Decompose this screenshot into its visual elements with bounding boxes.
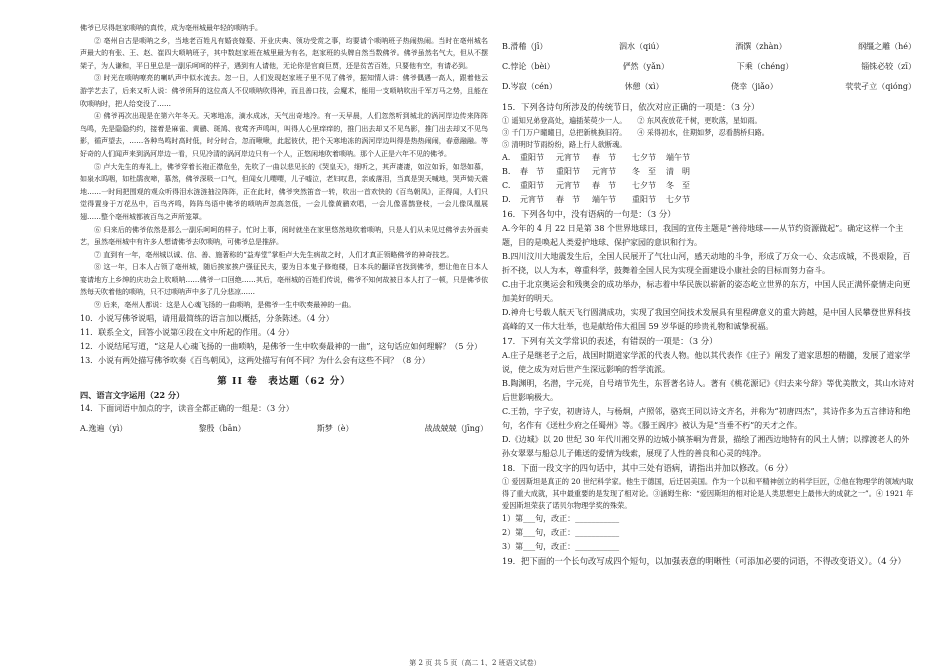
option-word: 纲缰之雕（hé） (858, 42, 916, 51)
story-paragraph: ⑤ 卢大先生的寿礼上，佛爷穿着长袍正襟危坐，先吹了一曲以悲见长的《哭皇天》，细听之，其声凄凄，如泣如诉，如怨如慕，如泉水呜咽，如杜鹃夜啼，慕然，佛爷深吸一口气，但闻女儿嘤嘤，儿子嘘泣，老妇叹息，亲戚落泪，当真是哭天喊地，哭声恸天震地……一时间把围观的观众听得泪水涟涟抽泣阵阵，正在此时，佛爷突然笛音一转，吹出一首欢快的《百鸟朝凤》，正得闻，人们只觉得置身于万花丛中，百鸟齐鸣，阵阵鸟语中佛爷的唢呐声忽高忽低，一会儿像黄鹂欢唱，一会儿像喜鹊登枝，一会儿像凤凰展翅……整个亳州城都被百鸟之声所笼罩。 (80, 162, 488, 221)
question-15: 15．下列各诗句所涉及的传统节日，依次对应正确的一项是：（3 分） (502, 102, 760, 112)
festival-options (502, 151, 916, 207)
grid-cell: 冬 至 (666, 181, 690, 190)
grid-cell: 重阳节 (520, 181, 544, 190)
question-12: 12．小说结尾写道，“这是人心魂飞扬的一曲唢呐，是佛爷一生中吹奏最神的一曲”，这句话应如何理解？（5 分） (80, 341, 482, 351)
story-paragraph: 佛爷已尽得赵家唢呐的真传，成为亳州城最年轻的唢呐手。 (80, 24, 262, 32)
grid-cell: 元宵节 (520, 195, 544, 204)
poem-line: ① 遥知兄弟登高处，遍插茱萸少一人。 ② 东风夜放花千树，更吹落，星如雨。 (502, 116, 762, 125)
option-text: C.由于北京奥运会和残奥会的成功举办，标志着中华民族以崭新的姿态屹立世界的东方，中国人民正满怀豪情走向更加美好的明天。 (502, 280, 911, 303)
grid-cell: 元宵节 (556, 153, 580, 162)
option-c (502, 60, 916, 74)
grid-cell: C. (502, 181, 511, 190)
option-text: D.神舟七号载人航天飞行圆满成功，实现了我国空间技术发展具有里程碑意义的重大跨越，是中国人民攀登世界科技高峰的又一伟大壮举，也是献给伟大祖国 59 岁华诞的珍贵礼物和诚挚祝福。 (502, 308, 911, 331)
story-paragraph: ③ 时光在唢呐嘹亮的喇叭声中似水流去。忽一日，人们发现赵家班子里不见了佛爷，据知情人讲：佛爷偶遇一高人，跟着他云游学艺去了，后来又听人说：佛爷所拜的这位高人不仅唢呐吹得神，而且善口技，会魔术，能用一支唢呐吹出千军万马之势，且能在吹唢呐时，把人给变没了…… (80, 74, 488, 108)
question-16: 16．下列各句中，没有语病的一句是：（3 分） (502, 209, 676, 219)
option-word: 酒馔（zhàn） (735, 42, 787, 51)
question-11: 11．联系全文，回答小说第④段在文中所起的作用。（4 分） (80, 327, 294, 337)
option-text: C.王勃，字子安，初唐诗人，与杨炯，卢照邻，骆宾王同以诗文齐名，并称为“初唐四杰”，其诗作多为五言律诗和绝句，名作有《送杜少府之任蜀州》等。《滕王阁序》被认为是“当垂不朽”的天才之作。 (502, 407, 911, 430)
page-footer: 第 2 页 共 5 页（高二 1、2 班语文试卷） (409, 659, 541, 667)
poem-line: ⑤ 清明时节雨纷纷，路上行人欲断魂。 (502, 140, 627, 149)
option-text: A.今年的 4 月 22 日是第 38 个世界地球日，我国的宣传主题是“善待地球——从节约资源做起”。确定这样一个主题，目的是唤起人类爱护地球、保护家园的意识和行为。 (502, 224, 904, 247)
grid-cell: 七夕节 (632, 153, 656, 162)
grid-cell: D. (502, 195, 511, 204)
grid-cell: 端午节 (666, 153, 690, 162)
answer-blank[interactable]: 3）第___句，改正：___________ (502, 542, 620, 551)
grid-cell: 清 明 (666, 167, 690, 176)
question-18-text: ① 爱因斯坦是真正的 20 世纪科学家。他生于德国，后迁居美国。作为一个以和平精神创立的科学巨匠，②他在物理学的领域内取得了重大成就，其中最重要的是发现了相对论。③涵姆生称：“爱因斯坦的相对论是人类思想史上最伟大的成就之一”。④ 1921 年爱因斯坦荣获了诺贝尔物理学奖的殊荣。 (502, 477, 914, 510)
option-word: 泅水（qiú） (618, 42, 664, 51)
grid-cell: A. (502, 153, 511, 162)
question-17: 17．下列有关文学常识的表述，有错误的一项是：（3 分） (502, 336, 718, 346)
grid-cell: 重阳节 (632, 195, 656, 204)
option-word: 黎殷（bān） (198, 423, 246, 433)
option-word: 战战兢兢（jīng） (424, 423, 488, 433)
option-word: 侥幸（jiǎo） (731, 82, 778, 91)
poem-line: ③ 千门万户曈曈日，总把新桃换旧符。 ④ 采得初水，住期如梦，忍看鹊桥归路。 (502, 128, 769, 137)
grid-cell: 元宵节 (592, 167, 616, 176)
question-10: 10．小说写佛爷说唱，请用最简练的语言加以概括，分条陈述。（4 分） (80, 313, 334, 323)
option-text: B.四川汶川大地震发生后，全国人民展开了气壮山河，感天动地的斗争，形成了万众一心、众志成城，不畏艰险，百折不挠，以人为本，尊重科学，鼓舞着全国人民为实现全面建设小康社会的目标而努力奋斗。 (502, 252, 911, 275)
left-column (80, 22, 488, 442)
answer-blank[interactable]: 1）第___句，改正：___________ (502, 514, 620, 523)
option-text: D.《边城》以 20 世纪 30 年代川湘交界的边城小镇茶峒为背景，描绘了湘西边地特有的风土人情；以撑渡老人的外孙女翠翠与船总儿子傩送的爱情为线索，展现了人性的善良和心灵的纯净。 (502, 435, 910, 458)
question-13: 13．小说有两处描写佛爷吹奏《百鸟朝凤》，这两处描写有何不同？为什么会有这些不同？（8 分） (80, 355, 430, 365)
grid-cell: 七夕节 (666, 195, 690, 204)
option-word: C.悖论（bèi） (502, 62, 555, 71)
grid-cell: 七夕节 (632, 181, 656, 190)
option-word: 斯梦（è） (316, 423, 354, 433)
grid-cell: 冬 至 (632, 167, 656, 176)
option-word: 俨然（yǎn） (622, 62, 670, 71)
story-paragraph: ④ 佛爷再次出现是在第六年冬天。天寒地冻，滴水成冰，天气出奇地冷。有一天早晨，人们忽然听到城北的涡河岸边传来阵阵鸟鸣，先是隐隐约约，接着是麻雀、黄鹂、斑鸠、夜莺齐声鸣叫，叫得人心里痒痒的，推门出去却又不见鸟影，推门出去却又不见鸟影，循声望去，……各种鸟鸣时高时低，时分时合，忽而啾啾，此起彼伏，把个天寒地冻的涡河岸边叫得是热热闹闹，春意融融。等好奇的人们闻声来到涡河岸边一看，只见冷清的涡河岸边只有一个人，正悠闲地吹着唢呐。那个人正是六年不见的佛爷。 (80, 112, 488, 158)
question-19: 19．把下面的一个长句改写成四个短句，以加强表意的明晰性（可添加必要的词语，不得改变语义）。（4 分） (502, 556, 906, 566)
right-column (502, 22, 916, 569)
option-word: B.滑稽（jī） (502, 42, 548, 51)
option-word: 锱铢必较（zī） (861, 62, 916, 71)
grid-cell: 春 节 (592, 181, 616, 190)
answer-blank[interactable]: 2）第___句，改正：___________ (502, 528, 620, 537)
story-paragraph: ⑥ 归来后的佛爷依然是那么一副乐呵呵的样子。忙时上事，闲时就坐在家里悠然地吹着唢呐，只是人们从未见过佛爷去外面卖艺，虽然亳州城中有许多人想请佛爷去吹唢呐，可佛爷总是推辞。 (80, 225, 488, 247)
grid-cell: 春 节 (592, 153, 616, 162)
option-b (502, 40, 916, 54)
grid-cell: 重阳节 (556, 167, 580, 176)
grid-cell: 春 节 (520, 167, 544, 176)
option-d (502, 80, 916, 94)
option-word: 下乘（chéng） (736, 62, 794, 71)
grid-cell: 春 节 (556, 195, 580, 204)
question-18: 18．下面一段文字的四句话中，其中三处有语病，请指出并加以修改。（6 分） (502, 463, 793, 473)
option-word: D.岑寂（cén） (502, 82, 558, 91)
section-heading: 四、语言文字运用（22 分） (80, 389, 185, 400)
story-paragraph: ⑦ 直到有一年，亳州城以诚、信、善、施著称的“益寿堂”掌柜卢大先生病故之时，人们才真正领略佛爷的神奇技艺。 (94, 250, 454, 259)
option-text: B.陶渊明，名潜，字元亮，自号靖节先生，东晋著名诗人。著有《桃花源记》《归去来兮辞》等优美散文，其山水诗对后世影响极大。 (502, 379, 915, 402)
grid-cell: 端午节 (592, 195, 616, 204)
grid-cell: 重阳节 (520, 153, 544, 162)
question-14: 14．下面词语中加点的字，读音全都正确的一组是：（3 分） (80, 403, 294, 413)
section-title: 第 II 卷 表达题（62 分） (217, 375, 351, 387)
option-text: A.庄子是继老子之后，战国时期道家学派的代表人物。他以其代表作《庄子》阐发了道家思想的精髓，发展了道家学说，使之成为对后世产生深远影响的哲学流派。 (502, 351, 911, 374)
option-word: A.逸遍（yì） (80, 423, 128, 433)
option-a (80, 422, 488, 436)
story-paragraph: ⑧ 这一年，日本人占领了亳州城，随后挨家挨户强征民夫，要为日本鬼子修炮楼，日本兵的翻译官找到佛爷，想让他在日本人宴请地方上乡绅的庆功会上吹唢呐……佛爷一口回绝……其后，亳州城的百姓们传说，佛爷不知何故被日本人打了一顿，只是佛爷依然每天吹着他的唢呐，只不过唢呐声中多了几分悲凉…… (80, 263, 488, 297)
option-word: 茕茕孑立（qióng） (845, 82, 916, 91)
grid-cell: B. (502, 167, 511, 176)
story-paragraph: ⑨ 后来，亳州人都说：这是人心魂飞扬的一曲唢呐，是佛爷一生中吹奏最神的一曲。 (94, 301, 356, 310)
story-paragraph: ② 亳州自古是唢呐之乡，当地老百姓凡有婚丧嫁娶、开业庆典、领功受赏之事，均要请个唢呐班子热闹热闹。当时在亳州城名声最大的有张、王、赵、崔四大唢呐班子，其中数赵家班在城里最为有名，赵家班的头牌自然当数佛爷。佛爷虽然名气大，但从不摆架子，为人谦和，平日里总是一副乐呵呵的样子，遇到有人请他，无论你是官商巨贾，还是贫苦百姓，只要他有空，有请必到。 (80, 36, 488, 70)
grid-cell: 元宵节 (556, 181, 580, 190)
option-word: 休憩（xì） (624, 82, 664, 91)
